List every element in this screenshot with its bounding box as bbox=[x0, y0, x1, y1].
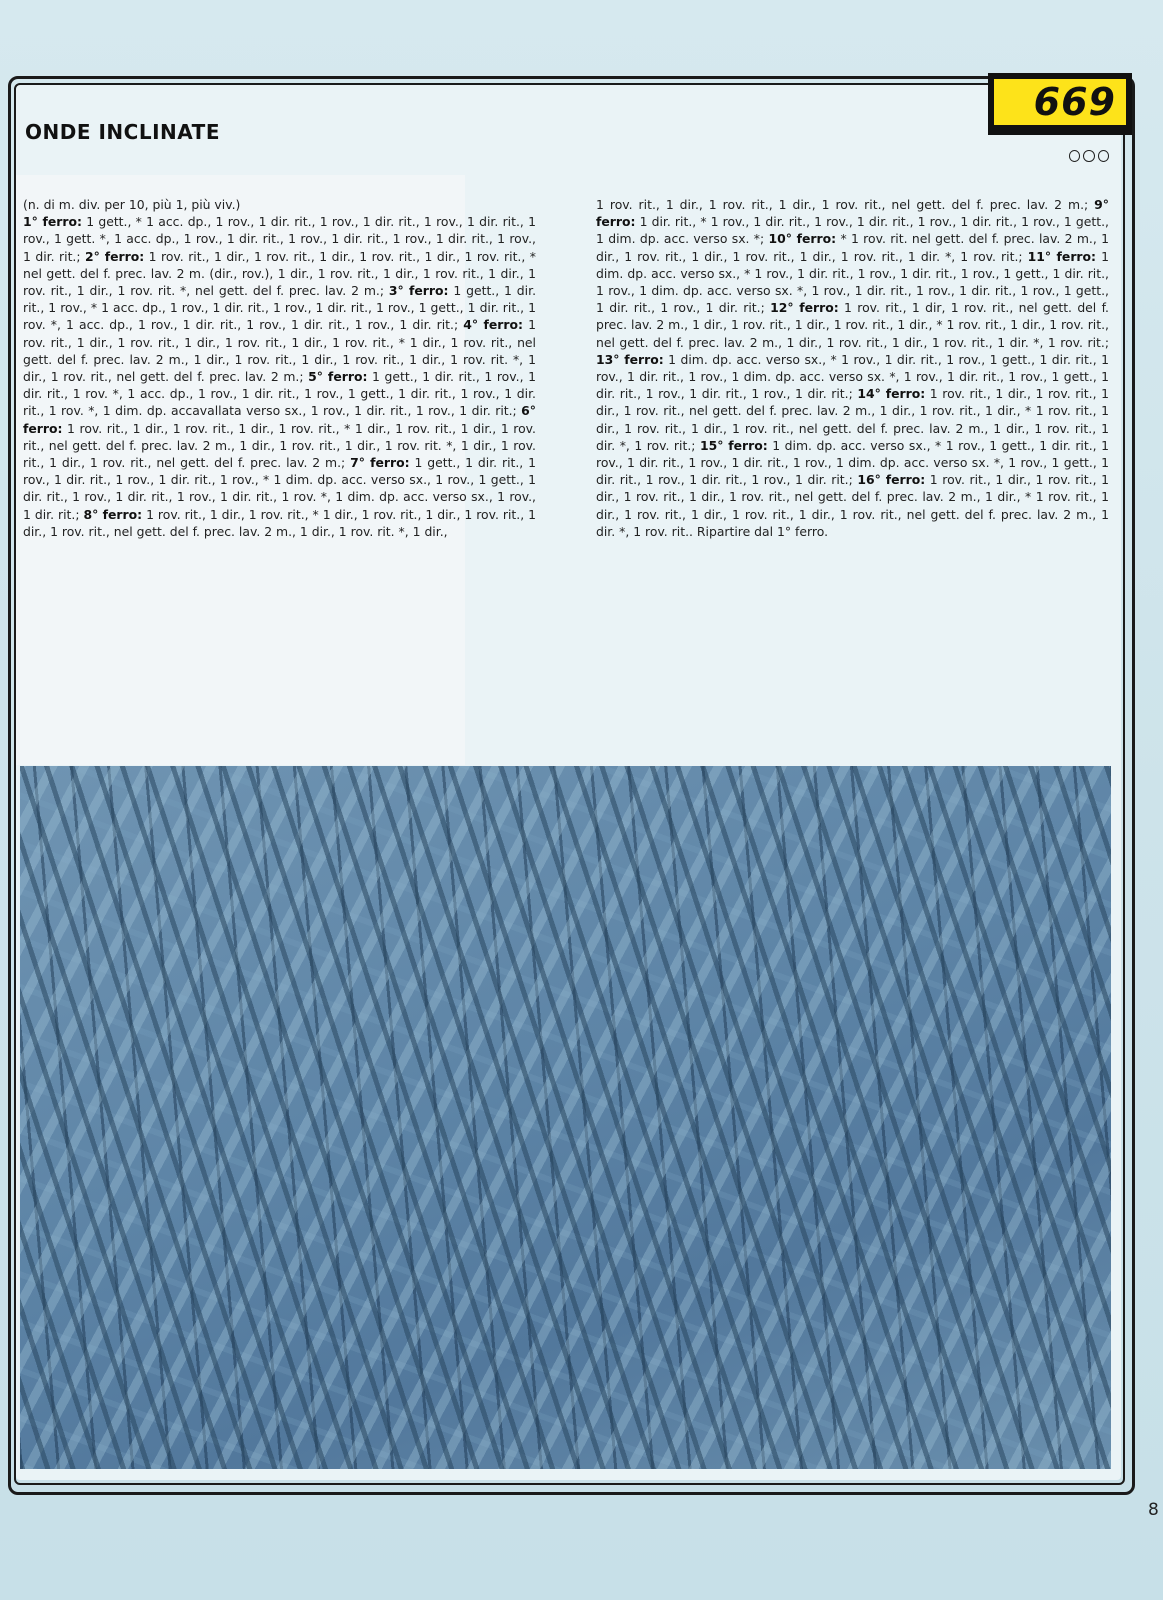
pattern-title: ONDE INCLINATE bbox=[25, 120, 220, 144]
row-label: 11° ferro: bbox=[1027, 248, 1097, 264]
row-label: 8° ferro: bbox=[83, 506, 143, 522]
pattern-number: 669 bbox=[994, 79, 1126, 125]
row-label: 5° ferro: bbox=[308, 369, 368, 385]
knit-swatch-photo bbox=[20, 766, 1111, 1469]
row-text: 1 rov. rit., 1 dir., 1 rov. rit., 1 dir., 1 rov. rit., 1 dir., 1 rov. rit., * 1 dir., 1 rov. rit., nel gett. del f. prec. lav. 2 m., 1 dir., 1 rov. rit., 1 dir., 1 rov. rit., 1 dir., 1 rov. rit. *, 1 dir., 1 rov. rit., nel gett. del f. prec. lav. 2 m.; bbox=[23, 317, 536, 385]
row-text: 1 rov. rit., 1 dir., 1 rov. rit., 1 dir., 1 rov. rit., * 1 dir., 1 rov. rit., 1 dir., 1 rov. rit., nel gett. del f. prec. lav. 2 m., 1 dir., 1 rov. rit., 1 dir., 1 rov. rit. *, 1 dir., 1 rov. rit., 1 dir., 1 rov. rit., nel gett. del f. prec. lav. 2 m.; bbox=[23, 420, 536, 471]
row-label: 2° ferro: bbox=[85, 248, 145, 264]
stitch-count-intro: (n. di m. div. per 10, più 1, più viv.) bbox=[23, 197, 241, 212]
row-text: 1 rov. rit., 1 dir., 1 rov. rit., 1 dir., 1 rov. rit., nel gett. del f. prec. lav. 2 m., 1 dir., 1 rov. rit., 1 dir., * 1 rov. rit., 1 dir., 1 rov. rit., 1 dir., 1 rov. rit., nel gett. del f. prec. lav. 2 m., 1 dir., 1 rov. rit., 1 dir. *, 1 rov. rit.; bbox=[596, 386, 1109, 453]
row-text: 1 gett., 1 dir. rit., 1 rov., 1 dir. rit., 1 rov., 1 dir. rit., 1 rov., * 1 dim. dp. acc. verso sx., 1 rov., 1 gett., 1 dir. rit., 1 rov., 1 dir. rit., 1 rov., 1 dir. rit., 1 rov. *, 1 dim. dp. acc. verso sx., 1 rov., 1 dir. rit.; bbox=[23, 455, 536, 522]
row-label: 10° ferro: bbox=[768, 231, 837, 247]
row-text: 1 rov. rit., 1 dir, 1 rov. rit., nel gett. del f. prec. lav. 2 m., 1 dir., 1 rov. rit., 1 dir., 1 rov. rit., 1 dir., * 1 rov. rit., 1 dir., 1 rov. rit., nel gett. del f. prec. lav. 2 m., 1 dir., 1 rov. rit., 1 dir., 1 rov. rit., 1 dir. *, 1 rov. rit.; bbox=[596, 300, 1109, 350]
row-text: 1 dim. dp. acc. verso sx., * 1 rov., 1 dir. rit., 1 rov., 1 dir. rit., 1 rov., 1 gett., 1 dir. rit., 1 rov., 1 dim. dp. acc. verso sx. *, 1 rov., 1 dir. rit., 1 rov., 1 dir. rit., 1 rov., 1 gett., 1 dir. rit., 1 rov., 1 dir. rit.; bbox=[596, 248, 1109, 316]
pattern-number-badge bbox=[988, 73, 1132, 135]
difficulty-circle-icon bbox=[1098, 150, 1109, 162]
row-text: 1 rov. rit., 1 dir., 1 rov. rit., 1 dir., 1 rov. rit., 1 dir., 1 rov. rit., * nel gett. del f. prec. lav. 2 m. (dir., rov.), 1 dir., 1 rov. rit., 1 dir., 1 rov. rit., 1 dir., 1 rov. rit., 1 dir., 1 rov. rit. *, nel gett. del f. prec. lav. 2 m.; bbox=[23, 248, 536, 299]
page-number: 8 bbox=[1148, 1500, 1159, 1520]
row-text: 1 dim. dp. acc. verso sx., * 1 rov., 1 gett., 1 dir. rit., 1 rov., 1 dir. rit., 1 rov., 1 dir. rit., 1 rov., 1 dim. dp. acc. verso sx. *, 1 rov., 1 gett., 1 dir. rit., 1 rov., 1 dir. rit., 1 rov., 1 dir. rit.; bbox=[596, 437, 1109, 488]
row-label: 3° ferro: bbox=[388, 283, 449, 299]
difficulty-circle-icon bbox=[1083, 150, 1094, 162]
row-text: 1 rov. rit., 1 dir., 1 rov. rit., 1 dir., 1 rov. rit., nel gett. del f. prec. lav. 2 m.; bbox=[596, 197, 1095, 212]
row-label: 7° ferro: bbox=[350, 455, 410, 471]
row-label: 13° ferro: bbox=[596, 351, 664, 367]
row-label: 6° ferro: bbox=[23, 403, 536, 436]
row-label: 12° ferro: bbox=[770, 300, 839, 316]
row-text: 1 gett., * 1 acc. dp., 1 rov., 1 dir. rit., 1 rov., 1 dir. rit., 1 rov., 1 dir. rit., 1 rov., 1 gett. *, 1 acc. dp., 1 rov., 1 dir. rit., 1 rov., 1 dir. rit., 1 rov., 1 dir. rit., 1 rov., 1 dir. rit.; bbox=[23, 214, 536, 264]
difficulty-circle-icon bbox=[1069, 150, 1080, 162]
instructions-left-column bbox=[23, 196, 536, 540]
row-text: 1 rov. rit., 1 dir., 1 rov. rit., 1 dir., 1 rov. rit., 1 dir., 1 rov. rit., nel gett. del f. prec. lav. 2 m., 1 dir., * 1 rov. rit., 1 dir., 1 rov. rit., 1 dir., 1 rov. rit., 1 dir., 1 rov. rit., nel gett. del f. prec. lav. 2 m., 1 dir. *, 1 rov. rit.. Ripartire dal 1° ferro. bbox=[596, 472, 1109, 539]
row-label: 4° ferro: bbox=[463, 317, 524, 333]
difficulty-rating-icon bbox=[1069, 150, 1109, 164]
instructions-right-column bbox=[596, 196, 1109, 540]
row-text: 1 dim. dp. acc. verso sx., * 1 rov., 1 dir. rit., 1 rov., 1 gett., 1 dir. rit., 1 rov., 1 dir. rit., 1 rov., 1 dim. dp. acc. verso sx. *, 1 rov., 1 dir. rit., 1 rov., 1 gett., 1 dir. rit., 1 rov., 1 dir. rit., 1 rov., 1 dir. rit.; bbox=[596, 351, 1109, 402]
row-text: 1 gett., 1 dir. rit., 1 rov., 1 dir. rit., 1 rov. *, 1 acc. dp., 1 rov., 1 dir. rit., 1 rov., 1 gett., 1 dir. rit., 1 rov., 1 dir. rit., 1 rov. *, 1 dim. dp. accavallata verso sx., 1 rov., 1 dir. rit., 1 rov., 1 dir. rit.; bbox=[23, 369, 536, 419]
row-label: 14° ferro: bbox=[857, 386, 926, 402]
row-label: 1° ferro: bbox=[23, 214, 82, 230]
row-text: 1 gett., 1 dir. rit., 1 rov., * 1 acc. dp., 1 rov., 1 dir. rit., 1 rov., 1 dir. rit., 1 rov., 1 gett., 1 dir. rit., 1 rov. *, 1 acc. dp., 1 rov., 1 dir. rit., 1 rov., 1 dir. rit., 1 rov., 1 dir. rit.; bbox=[23, 283, 537, 333]
row-text: 1 rov. rit., 1 dir., 1 rov. rit., * 1 dir., 1 rov. rit., 1 dir., 1 rov. rit., 1 dir., 1 rov. rit., nel gett. del f. prec. lav. 2 m., 1 dir., 1 rov. rit. *, 1 dir., bbox=[23, 506, 536, 539]
row-label: 9° ferro: bbox=[596, 197, 1109, 230]
row-text: 1 dir. rit., * 1 rov., 1 dir. rit., 1 rov., 1 dir. rit., 1 rov., 1 dir. rit., 1 rov., 1 gett., 1 dim. dp. acc. verso sx. *; bbox=[596, 214, 1109, 247]
row-label: 16° ferro: bbox=[857, 472, 926, 488]
row-label: 15° ferro: bbox=[699, 437, 768, 453]
row-text: * 1 rov. rit. nel gett. del f. prec. lav. 2 m., 1 dir., 1 rov. rit., 1 dir., 1 rov. rit., 1 dir., 1 rov. rit., 1 dir. *, 1 rov. rit.; bbox=[596, 231, 1109, 264]
